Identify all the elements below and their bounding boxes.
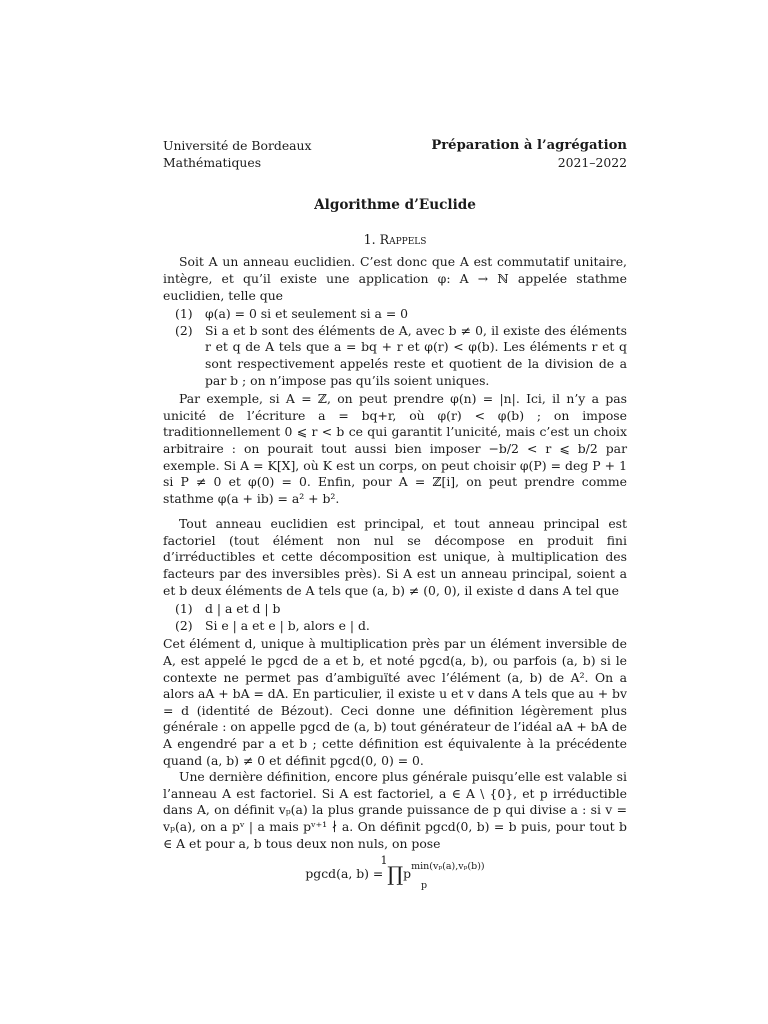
section-heading: 1. Rappels <box>363 231 427 247</box>
header-right <box>431 138 627 171</box>
course-title: Préparation à l’agrégation <box>431 138 627 153</box>
formula-exponent: min(vₚ(a),vₚ(b)) <box>411 861 485 873</box>
list-item-text: d | a et d | b <box>205 601 281 617</box>
paragraph-3: Tout anneau euclidien est principal, et tout anneau principal est factoriel (tout élément non nul se décompose en produit fini d’irréductibles et cette décomposition est unique, à multiplication des facteurs par des inversibles près). Si A est un anneau principal, soient a et b deux éléments de A tels que (a, b) ≠ (0, 0), il existe d dans A tel que <box>163 516 627 598</box>
list-item-text: Si a et b sont des éléments de A, avec b ≠ 0, il existe des éléments r et q de A tels que a = bq + r et φ(r) < φ(b). Les éléments r et q sont respectivement appelés reste et quotient de la division de a par b ; on n’impose pas qu’ils soient uniques. <box>205 322 627 388</box>
formula-lhs: pgcd(a, b) = <box>305 866 384 882</box>
list-item <box>163 618 627 635</box>
list-item-number: (1) <box>175 601 193 617</box>
paragraph-4: Cet élément d, unique à multiplication près par un élément inversible de A, est appelé le pgcd de a et b, et noté pgcd(a, b), ou parfois (a, b) si le contexte ne permet pas d’ambiguïté avec l’élément (a, b) de A². On a alors aA + bA = dA. En particulier, il existe u et v dans A tels que au + bv = d (identité de Bézout). Ceci donne une définition légèrement plus générale : on appelle pgcd de (a, b) tout générateur de l’idéal aA + bA de A engendré par a et b ; cette définition est équivalente à la précédente quand (a, b) ≠ 0 et définit pgcd(0, 0) = 0. <box>163 636 627 768</box>
paragraph-5: Une dernière définition, encore plus générale puisqu’elle est valable si l’anneau A est factoriel. Si A est factoriel, a ∈ A \ {0}, et p irréductible dans A, on définit vₚ(a) la plus grande puissance de p qui divise a : si v = vₚ(a), on a pᵛ | a mais pᵛ⁺¹ ∤ a. On définit pgcd(0, b) = b puis, pour tout b ∈ A et pour a, b tous deux non nuls, on pose <box>163 769 627 851</box>
list-item-text: Si e | a et e | b, alors e | d. <box>205 617 370 633</box>
university-name: Université de Bordeaux <box>163 138 312 153</box>
page-number: 1 <box>380 854 388 867</box>
academic-year: 2021–2022 <box>557 154 627 170</box>
document-title: Algorithme d’Euclide <box>314 197 476 214</box>
formula-base: p <box>403 866 412 882</box>
list-item <box>163 601 627 618</box>
list-item-number: (1) <box>175 306 193 322</box>
paragraph-2: Par exemple, si A = ℤ, on peut prendre φ(n) = |n|. Ici, il n’y a pas unicité de l’écriture a = bq+r, où φ(r) < φ(b) ; on impose traditionnellement 0 ⩽ r < b ce qui garantit l’unicité, mais c’est un choix arbitraire : on pourait tout aussi bien imposer −b/2 < r ⩽ b/2 par exemple. Si A = K[X], où K est un corps, on peut choisir φ(P) = deg P + 1 si P ≠ 0 et φ(0) = 0. Enfin, pour A = ℤ[i], on peut prendre comme stathme φ(a + ib) = a² + b². <box>163 391 627 506</box>
list-item-number: (2) <box>175 617 193 633</box>
document-page <box>163 138 627 891</box>
product-symbol: ∏ <box>387 862 404 887</box>
list-item-text: φ(a) = 0 si et seulement si a = 0 <box>205 306 409 322</box>
department-name: Mathématiques <box>163 154 262 170</box>
pgcd-property-list <box>163 601 627 634</box>
paragraph-1: Soit A un anneau euclidien. C’est donc que A est commutatif unitaire, intègre, et qu’il existe une application φ: A → ℕ appelée stathme euclidien, telle que <box>163 254 627 303</box>
page-header <box>163 138 627 171</box>
header-left <box>163 138 312 171</box>
list-item <box>163 323 627 389</box>
list-item-number: (2) <box>175 322 193 338</box>
list-item <box>163 306 627 323</box>
definition-list <box>163 306 627 389</box>
formula-subscript: p <box>420 879 428 891</box>
